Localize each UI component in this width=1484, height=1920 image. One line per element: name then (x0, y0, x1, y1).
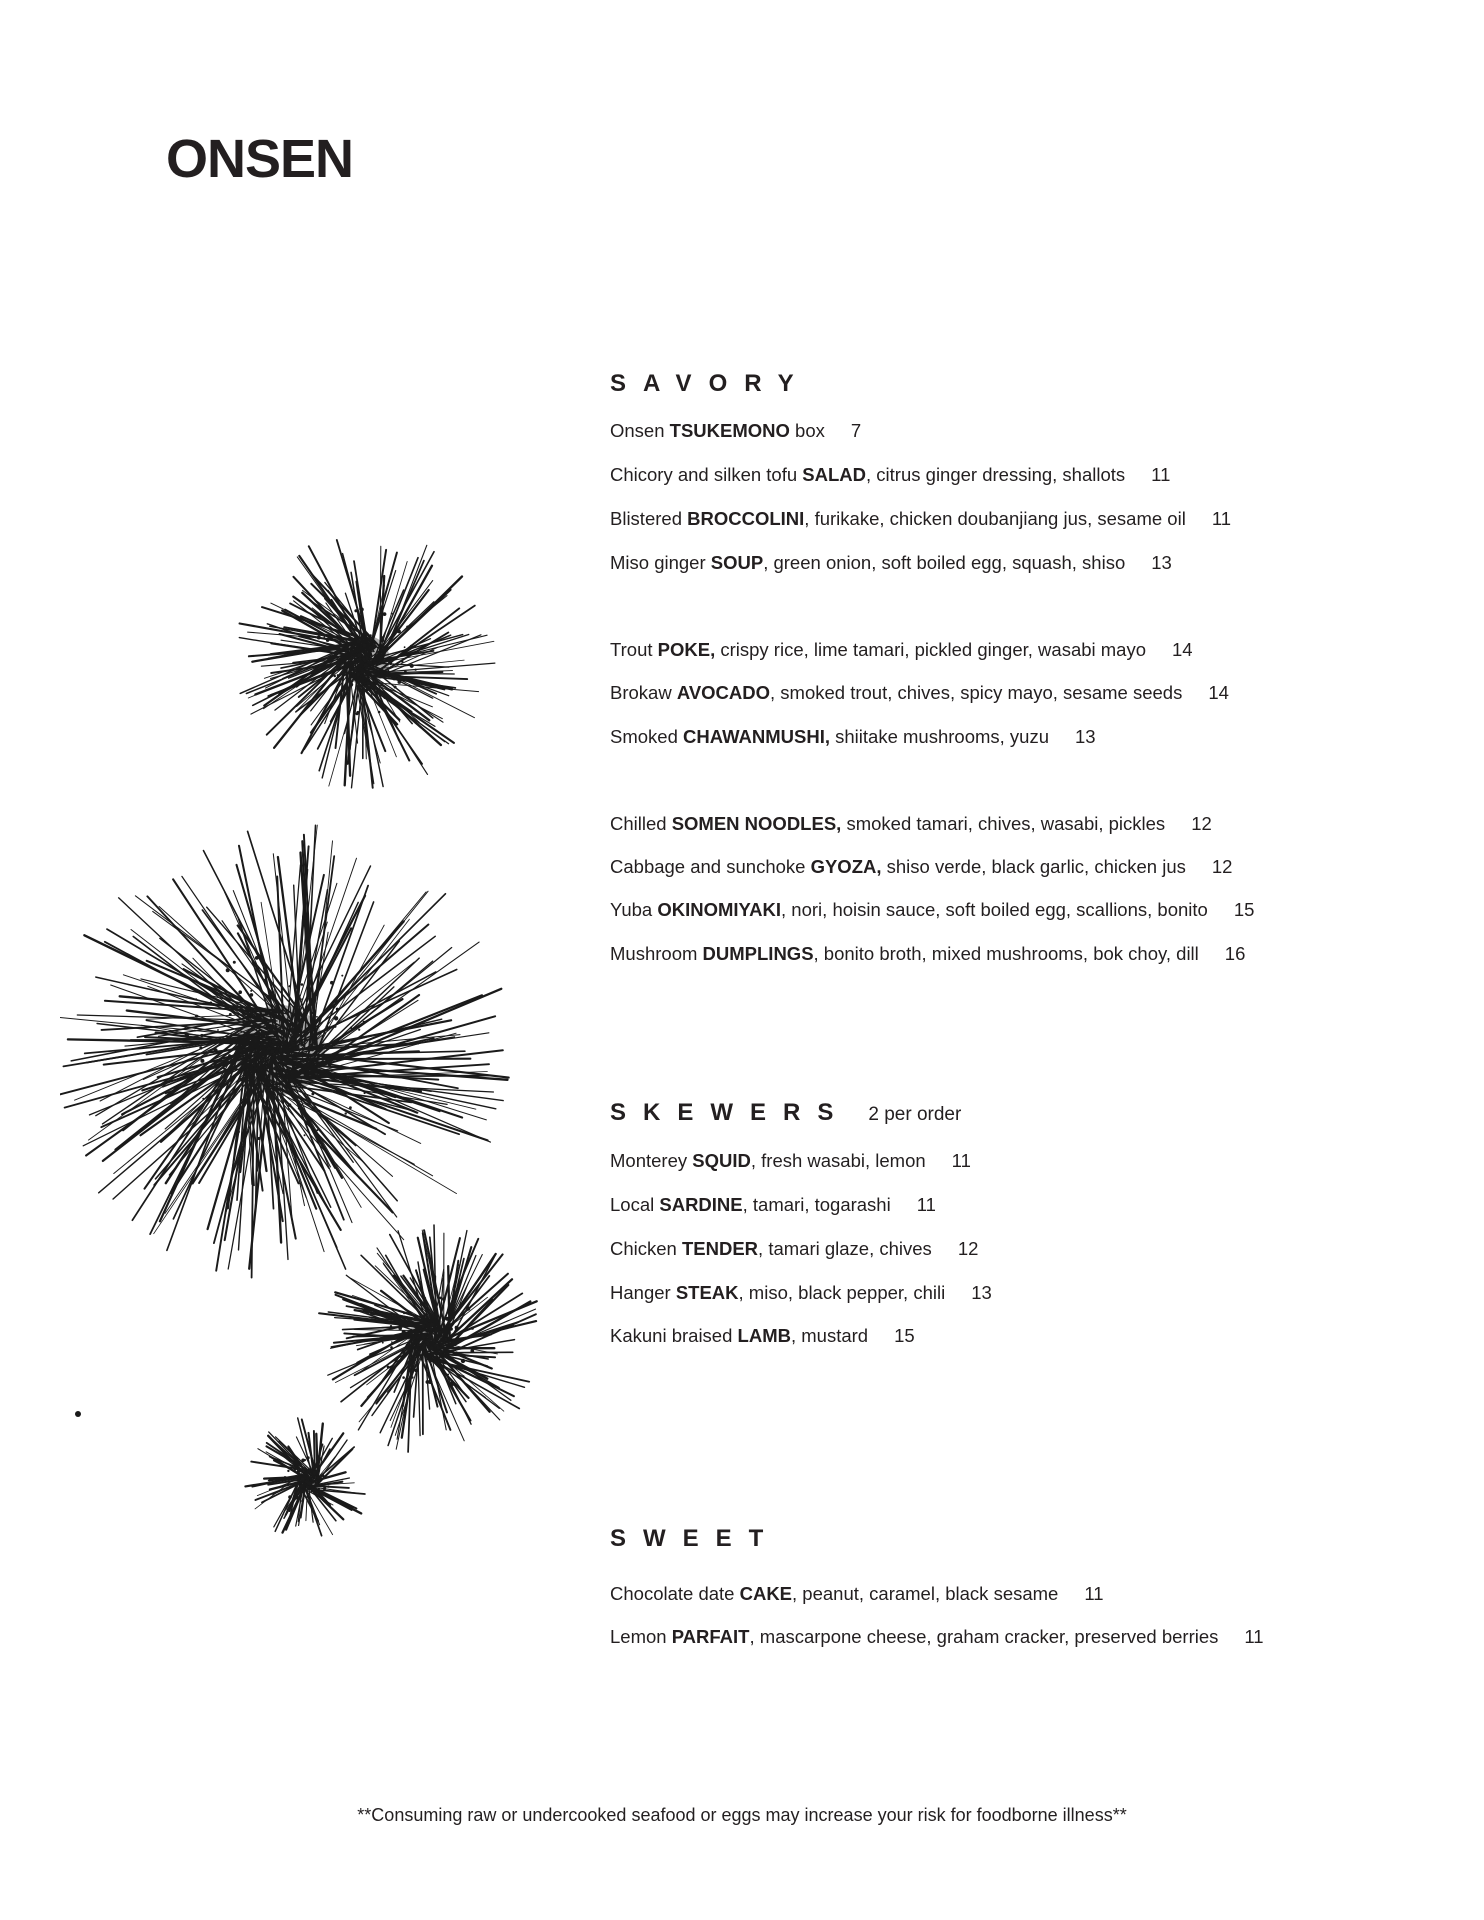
item-price: 15 (1233, 899, 1255, 920)
menu-item: Chocolate date CAKE, peanut, caramel, black sesame 11 (610, 1583, 1104, 1604)
item-price: 11 (1211, 508, 1232, 529)
sea-urchin-icon (60, 825, 509, 1278)
item-price: 11 (1084, 1583, 1104, 1604)
menu-item: Kakuni braised LAMB, mustard 15 (610, 1325, 915, 1346)
item-price: 13 (1075, 726, 1096, 747)
section-heading: SKEWERS (610, 1099, 851, 1126)
sea-urchin-icon (245, 1418, 365, 1536)
menu-item: Local SARDINE, tamari, togarashi 11 (610, 1194, 936, 1215)
food-safety-disclaimer: **Consuming raw or undercooked seafood or eggs may increase your risk for foodborne illness** (357, 1805, 1127, 1825)
item-price: 7 (850, 420, 862, 441)
section-heading: SWEET (610, 1525, 781, 1552)
item-price: 11 (1244, 1626, 1264, 1647)
menu-item: Mushroom DUMPLINGS, bonito broth, mixed mushrooms, bok choy, dill 16 (610, 943, 1246, 964)
menu-item: Onsen TSUKEMONO box 7 (610, 420, 862, 441)
sea-urchin-illustration (60, 480, 580, 1590)
item-price: 14 (1208, 682, 1229, 703)
section-savory (610, 372, 811, 396)
sea-urchin-icon (239, 540, 495, 788)
menu-item: Lemon PARFAIT, mascarpone cheese, graham cracker, preserved berries 11 (610, 1626, 1264, 1647)
item-price: 14 (1172, 639, 1193, 660)
item-price: 15 (894, 1325, 915, 1346)
menu-item: Miso ginger SOUP, green onion, soft boiled egg, squash, shiso 13 (610, 552, 1172, 573)
menu-item: Smoked CHAWANMUSHI, shiitake mushrooms, yuzu 13 (610, 726, 1096, 747)
sea-urchin-icon (60, 540, 537, 1536)
menu-item: Hanger STEAK, miso, black pepper, chili 13 (610, 1282, 992, 1303)
menu-item: Monterey SQUID, fresh wasabi, lemon 11 (610, 1150, 971, 1171)
menu-item: Brokaw AVOCADO, smoked trout, chives, spicy mayo, sesame seeds 14 (610, 682, 1229, 703)
item-price: 13 (1151, 552, 1172, 573)
item-price: 11 (951, 1150, 971, 1171)
menu-item: Chicken TENDER, tamari glaze, chives 12 (610, 1238, 979, 1259)
section-heading: SAVORY (610, 370, 811, 397)
item-price: 12 (1211, 856, 1233, 877)
menu-item: Trout POKE, crispy rice, lime tamari, pickled ginger, wasabi mayo 14 (610, 639, 1193, 660)
item-price: 12 (957, 1238, 979, 1259)
item-price: 11 (916, 1194, 936, 1215)
restaurant-name: ONSEN (166, 129, 354, 189)
menu-item: Cabbage and sunchoke GYOZA, shiso verde, black garlic, chicken jus 12 (610, 856, 1233, 877)
item-price: 13 (971, 1282, 992, 1303)
menu-item: Chilled SOMEN NOODLES, smoked tamari, chives, wasabi, pickles 12 (610, 813, 1212, 834)
item-price: 11 (1151, 464, 1171, 485)
item-price: 16 (1224, 943, 1246, 964)
item-price: 12 (1191, 813, 1212, 834)
menu-item: Chicory and silken tofu SALAD, citrus ginger dressing, shallots 11 (610, 464, 1171, 485)
section-note: 2 per order (868, 1104, 962, 1125)
sea-urchin-icon (319, 1225, 537, 1452)
menu-item: Yuba OKINOMIYAKI, nori, hoisin sauce, soft boiled egg, scallions, bonito 15 (610, 899, 1255, 920)
section-skewers (610, 1101, 961, 1125)
menu-item: Blistered BROCCOLINI, furikake, chicken doubanjiang jus, sesame oil 11 (610, 508, 1232, 529)
section-sweet (610, 1527, 780, 1551)
